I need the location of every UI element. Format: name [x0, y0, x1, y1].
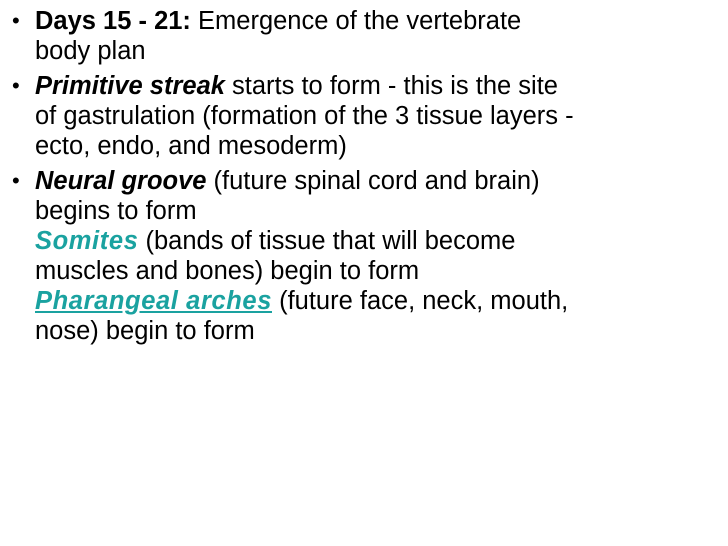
bullet-line: nose) begin to form	[35, 317, 255, 345]
bullet-dot-icon: •	[12, 73, 20, 98]
bullet-dot-icon: •	[12, 168, 20, 193]
pharangeal-arches-text: (future face, neck, mouth,	[272, 287, 569, 315]
bullet-line: of gastrulation (formation of the 3 tissue layers -	[35, 102, 574, 130]
bullet-item-neural-groove	[12, 166, 728, 346]
bullet-item-primitive-streak	[12, 71, 728, 161]
bullet-line	[35, 286, 728, 316]
bullet-line	[35, 6, 728, 36]
days-text: Emergence of the vertebrate	[190, 7, 522, 35]
somites-text: (bands of tissue that will become	[138, 227, 516, 255]
bullet-dot-icon: •	[12, 8, 20, 33]
bullet-item-days	[12, 6, 728, 66]
bullet-line: ecto, endo, and mesoderm)	[35, 132, 347, 160]
pharangeal-arches-link[interactable]: Pharangeal arches	[35, 287, 272, 315]
bullet-line	[35, 166, 728, 196]
bullet-list	[12, 6, 728, 346]
bullet-line: muscles and bones) begin to form	[35, 257, 420, 285]
primitive-streak-text: starts to form - this is the site	[224, 72, 558, 100]
somites-term: Somites	[35, 227, 139, 255]
bullet-line: begins to form	[35, 197, 197, 225]
neural-groove-term: Neural groove	[35, 167, 207, 195]
bullet-line: body plan	[35, 37, 146, 65]
neural-groove-text: (future spinal cord and brain)	[206, 167, 540, 195]
days-label: Days 15 - 21:	[35, 7, 191, 35]
bullet-line	[35, 226, 728, 256]
primitive-streak-term: Primitive streak	[35, 72, 225, 100]
bullet-line	[35, 71, 728, 101]
